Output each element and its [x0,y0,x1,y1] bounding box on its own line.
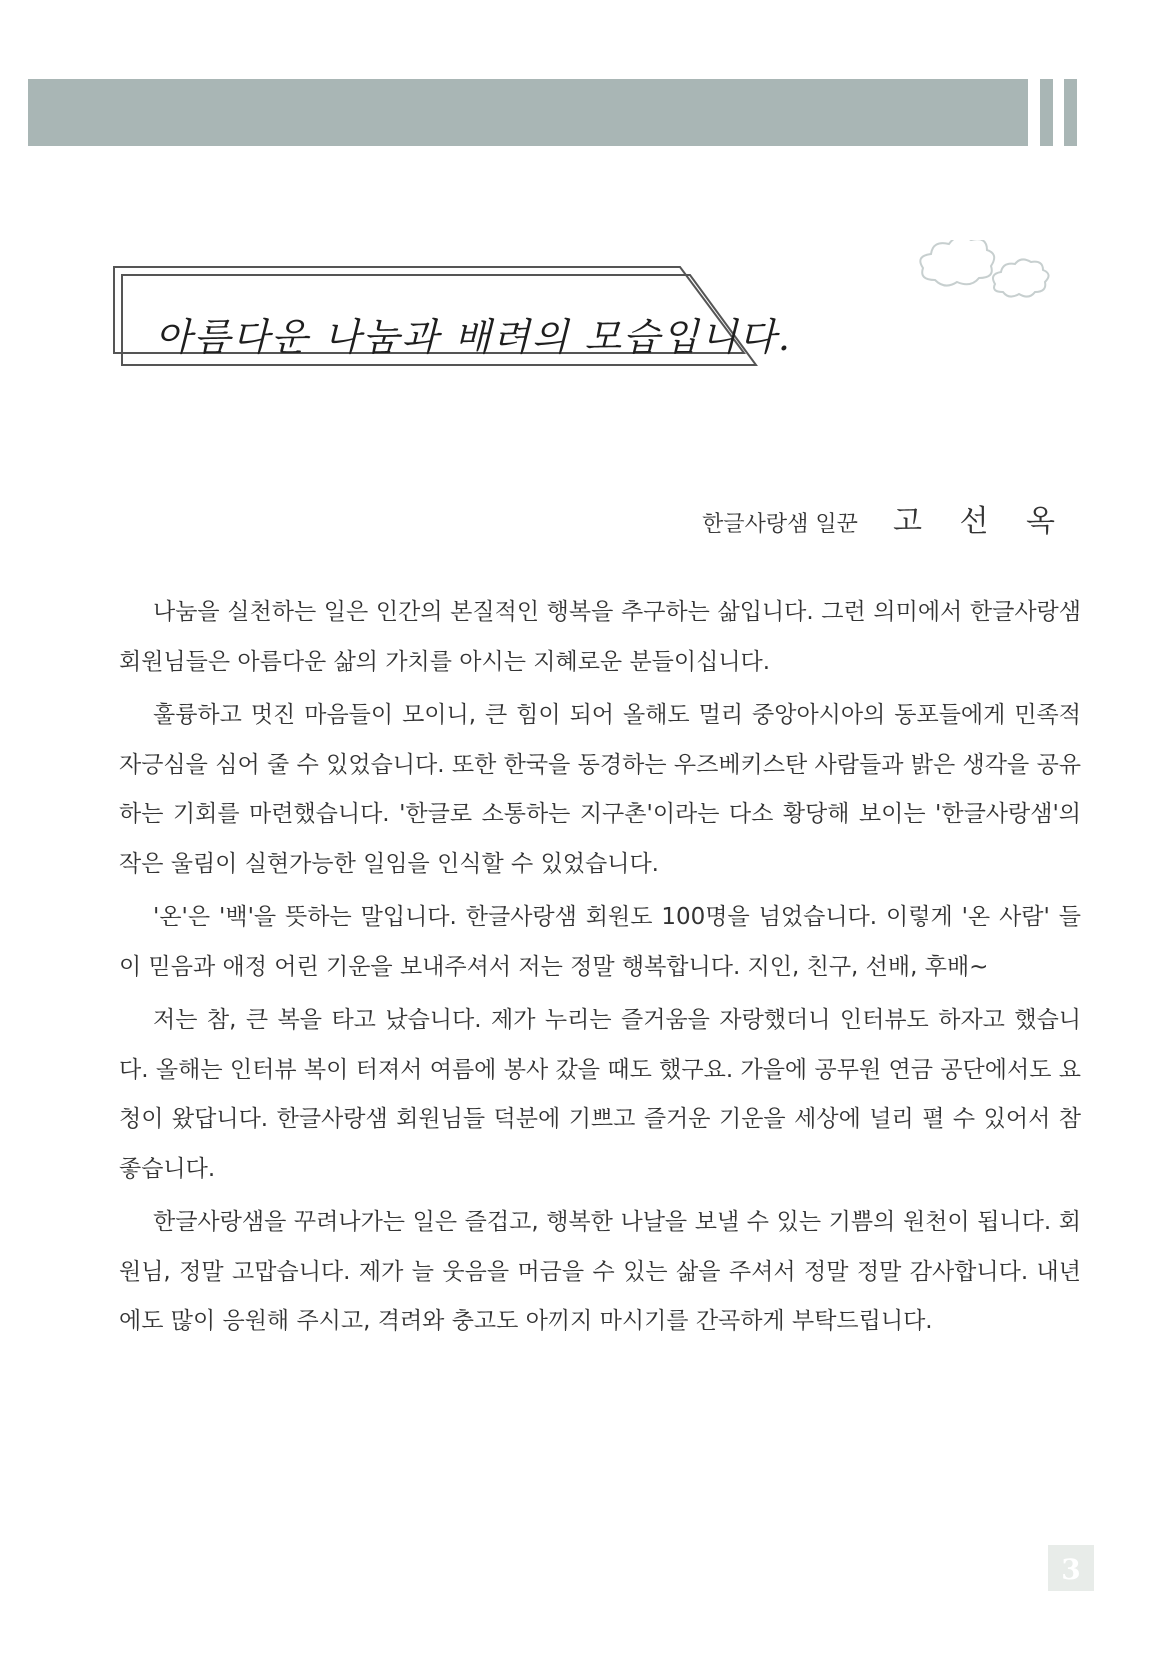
article-body [119,588,1081,1351]
page-number: 3 [1048,1545,1094,1591]
header-bar [28,79,1026,146]
author-role: 한글사랑샘 일꾼 [702,512,858,537]
author-name: 고 선 옥 [892,504,1069,539]
paragraph: 한글사랑샘을 꾸려나가는 일은 즐겁고, 행복한 나날을 보낼 수 있는 기쁨의 원천이 됩니다. 회원님, 정말 고맙습니다. 제가 늘 웃음을 머금을 수 있는 삶을 주셔서 정말 정말 감사합니다. 내년에도 많이 응원해 주시고, 격려와 충고도 아끼지 마시기를 간곡하게 부탁드립니다. [119,1209,1081,1334]
header-stripe [1064,79,1077,146]
paragraph: 나눔을 실천하는 일은 인간의 본질적인 행복을 추구하는 삶입니다. 그런 의미에서 한글사랑샘 회원님들은 아름다운 삶의 가치를 아시는 지혜로운 분들이십니다. [119,599,1081,675]
header-stripe [1015,79,1028,146]
page-title: 아름다운 나눔과 배려의 모습입니다. [155,315,792,359]
header-stripe [991,79,1004,146]
header-stripe [1040,79,1053,146]
paragraph: 훌륭하고 멋진 마음들이 모이니, 큰 힘이 되어 올해도 멀리 중앙아시아의 동포들에게 민족적 자긍심을 심어 줄 수 있었습니다. 또한 한국을 동경하는 우즈베키스탄 사람들과 밝은 생각을 공유하는 기회를 마련했습니다. '한글로 소통하는 지구촌'이라는 다소 황당해 보이는 '한글사랑샘'의 작은 울림이 실현가능한 일임을 인식할 수 있었습니다. [119,702,1081,877]
paragraph: 저는 참, 큰 복을 타고 났습니다. 제가 누리는 즐거움을 자랑했더니 인터뷰도 하자고 했습니다. 올해는 인터뷰 복이 터져서 여름에 봉사 갔을 때도 했구요. 가을에 공무원 연금 공단에서도 요청이 왔답니다. 한글사랑샘 회원님들 덕분에 기쁘고 즐거운 기운을 세상에 널리 펼 수 있어서 참 좋습니다. [119,1007,1081,1182]
author-line [702,496,1069,540]
paragraph: '온'은 '백'을 뜻하는 말입니다. 한글사랑샘 회원도 100명을 넘었습니다. 이렇게 '온 사람' 들이 믿음과 애정 어린 기운을 보내주셔서 저는 정말 행복합니다. 지인, 친구, 선배, 후배~ [119,904,1081,980]
cloud-decoration-icon [915,240,1115,330]
